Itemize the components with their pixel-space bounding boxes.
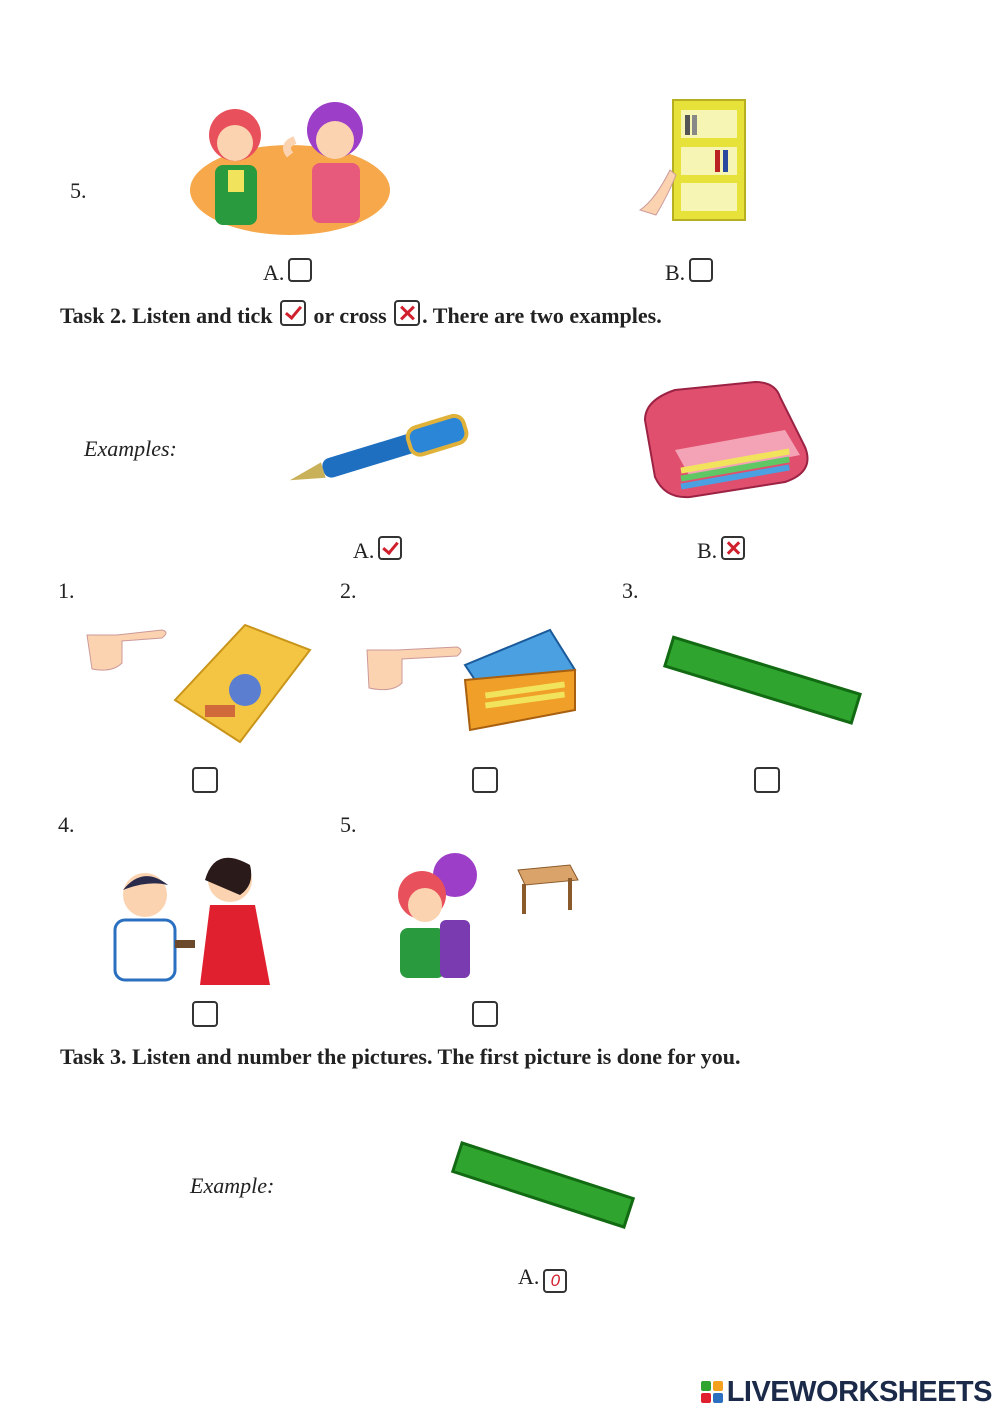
pen-picture: [280, 410, 485, 490]
answer-checkbox[interactable]: [689, 258, 713, 282]
liveworksheets-logo: [701, 1377, 992, 1407]
task2-title: [60, 300, 662, 329]
item-number: 5.: [340, 812, 357, 837]
example-answer-box: 0: [543, 1269, 567, 1293]
brand-name: LIVEWORKSHEETS: [726, 1375, 992, 1408]
option-b[interactable]: [665, 258, 713, 286]
cross-icon: [394, 300, 420, 326]
answer-checkbox[interactable]: [192, 1001, 218, 1027]
pencil-case-picture: [640, 380, 810, 505]
item-number: 2.: [340, 578, 357, 603]
example-b-label: B.: [697, 538, 718, 563]
example-option-label: A.: [518, 1264, 540, 1289]
task3-title: Task 3. Listen and number the pictures. The first picture is done for you.: [60, 1044, 741, 1069]
bookshelf-pointing-picture: [635, 95, 755, 235]
cross-icon: [721, 536, 745, 560]
answer-checkbox[interactable]: [288, 258, 312, 282]
ruler-picture: [448, 1135, 638, 1235]
task2-title-text: . There are two examples.: [422, 303, 662, 328]
hand-pointing-notebook-picture: [85, 620, 315, 745]
example-option-b: [697, 536, 745, 564]
example-option: [518, 1264, 567, 1293]
tick-icon: [378, 536, 402, 560]
hand-pointing-pencil-box-picture: [365, 625, 585, 735]
examples-label: Examples:: [84, 436, 177, 461]
brand-icon: [701, 1381, 723, 1403]
tick-icon: [280, 300, 306, 326]
item-number: 1.: [58, 578, 75, 603]
answer-checkbox[interactable]: [472, 767, 498, 793]
item-number: 4.: [58, 812, 75, 837]
answer-checkbox[interactable]: [192, 767, 218, 793]
example-label: Example:: [190, 1173, 275, 1198]
answer-checkbox[interactable]: [754, 767, 780, 793]
ruler-picture: [660, 630, 865, 730]
question-number: 5.: [70, 178, 87, 203]
two-girls-talking-picture: [190, 95, 390, 235]
task2-title-text: Task 2. Listen and tick: [60, 303, 273, 328]
answer-checkbox[interactable]: [472, 1001, 498, 1027]
task2-title-text: or cross: [313, 303, 387, 328]
item-number: 3.: [622, 578, 639, 603]
option-a[interactable]: [263, 258, 312, 286]
option-b-label: B.: [665, 260, 686, 285]
girls-and-table-picture: [380, 850, 580, 985]
example-option-a: [353, 536, 402, 564]
boy-and-teacher-picture: [105, 850, 295, 990]
example-a-label: A.: [353, 538, 375, 563]
option-a-label: A.: [263, 260, 285, 285]
